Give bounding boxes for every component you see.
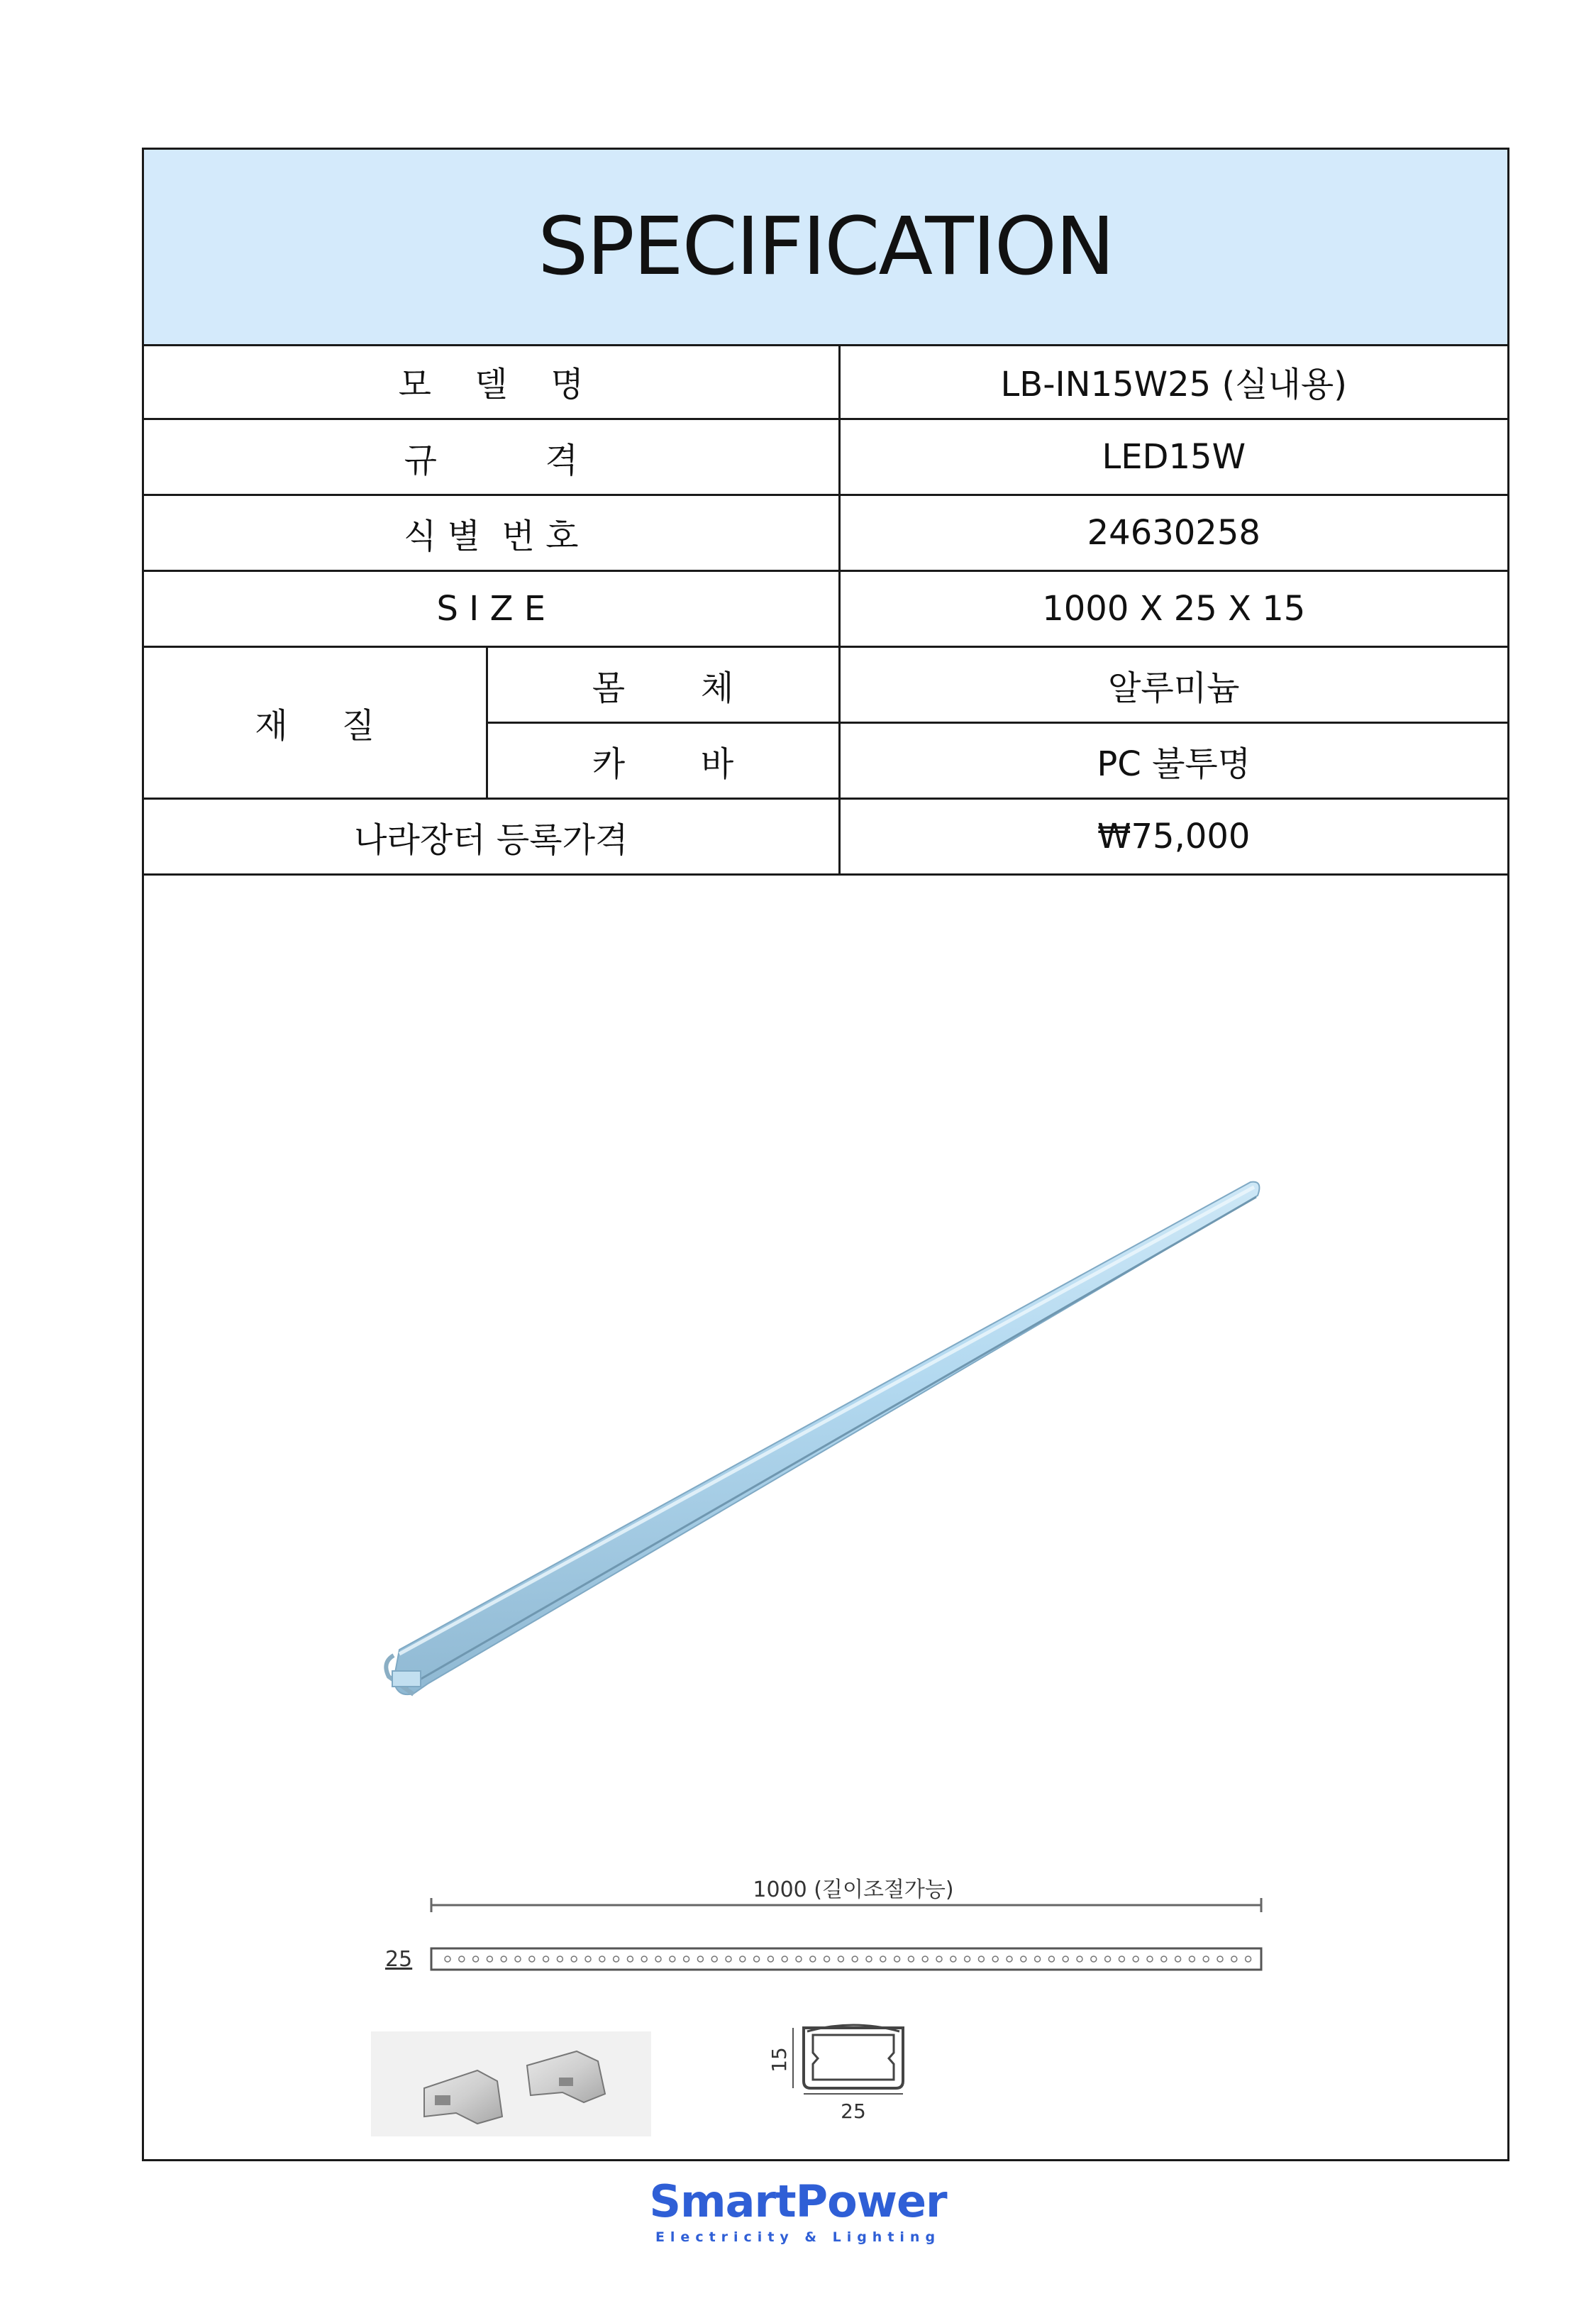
value-price: ₩75,000 [839,799,1507,875]
label-price: 나라장터 등록가격 [144,799,839,875]
label-cover: 카 바 [487,723,839,799]
value-ident: 24630258 [839,495,1507,571]
page-title: SPECIFICATION [538,201,1114,293]
label-model: 모 델 명 [144,344,839,419]
row-model [144,344,1507,419]
value-body: 알루미늄 [839,647,1507,723]
label-body: 몸 체 [487,647,839,723]
spec-table [144,344,1507,876]
length-dimension [431,1877,1261,1912]
value-spec: LED15W [839,419,1507,495]
row-price [144,799,1507,875]
profile-cross-section [767,2025,903,2123]
label-material: 재 질 [144,647,487,799]
brand-tagline: Electricity & Lighting [655,2229,941,2245]
profile-height-label: 15 [767,2047,791,2073]
width-label: 25 [385,1947,413,1972]
mounting-clip-photo [371,2031,651,2136]
length-label: 1000 (길이조절가능) [753,1877,954,1902]
row-size [144,571,1507,647]
row-spec [144,419,1507,495]
product-drawing [144,1038,1507,2159]
title-band [144,150,1507,346]
top-view-strip [385,1947,1261,1972]
brand-name: SmartPower [649,2175,947,2227]
label-size: S I Z E [144,571,839,647]
brand-logo [0,2175,1596,2245]
label-ident: 식 별 번 호 [144,495,839,571]
value-model: LB-IN15W25 (실내용) [839,344,1507,419]
led-bar-photo [386,1182,1259,1695]
value-cover: PC 불투명 [839,723,1507,799]
product-illustration [144,1038,1507,2159]
row-material-body [144,647,1507,723]
profile-width-label: 25 [841,2100,866,2123]
label-spec: 규 격 [144,419,839,495]
value-size: 1000 X 25 X 15 [839,571,1507,647]
row-ident [144,495,1507,571]
spec-sheet [142,148,1509,2161]
